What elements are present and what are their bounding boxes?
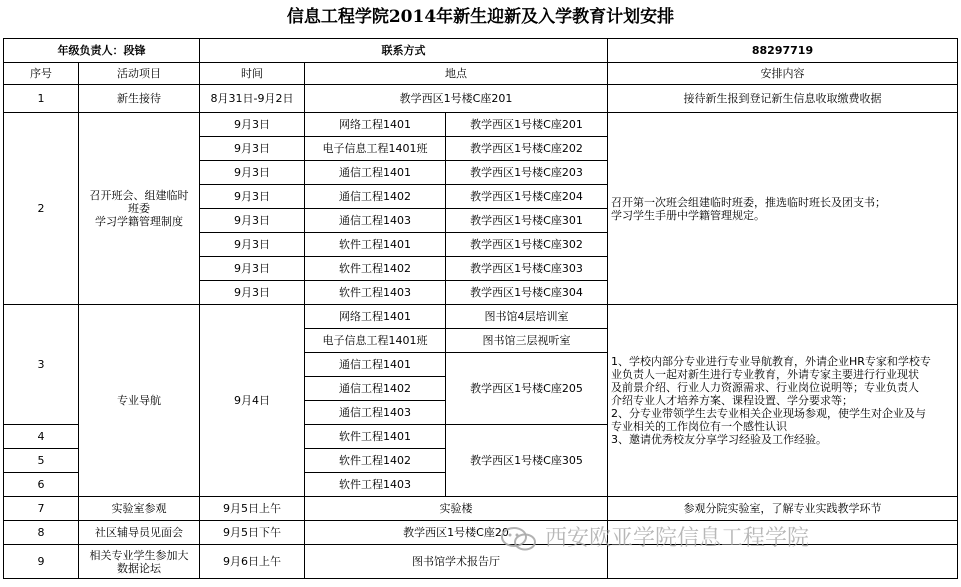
activity-line: 学习学籍管理制度: [95, 215, 183, 228]
content-cell: 接待新生报到登记新生信息收取缴费收据: [608, 85, 958, 113]
class-cell: 软件工程1403: [305, 281, 446, 305]
info-row: [4, 39, 958, 63]
row-no: 5: [4, 449, 79, 473]
row-no: 8: [4, 521, 79, 545]
time-cell: 9月3日: [200, 209, 305, 233]
class-cell: 软件工程1403: [305, 473, 446, 497]
table-row: [4, 497, 958, 521]
content-line: 1、学校内部分专业进行专业导航教育，外请企业HR专家和学校专: [611, 355, 931, 368]
room-cell: 教学西区1号楼C座303: [446, 257, 608, 281]
room-cell: 教学西区1号楼C座301: [446, 209, 608, 233]
header-place: 地点: [305, 63, 608, 85]
activity-cell: [79, 545, 200, 579]
table-row: [4, 85, 958, 113]
activity-cell: [79, 113, 200, 305]
place-cell: 教学西区1号楼C座20: [305, 521, 608, 545]
class-cell: 通信工程1401: [305, 353, 446, 377]
wechat-bubble-icon: [500, 526, 538, 552]
class-cell: 软件工程1402: [305, 449, 446, 473]
room-cell: 教学西区1号楼C座305: [446, 425, 608, 497]
room-cell: 图书馆4层培训室: [446, 305, 608, 329]
content-line: 学习学生手册中学籍管理规定。: [611, 208, 765, 222]
class-cell: 电子信息工程1401班: [305, 137, 446, 161]
place-cell: 教学西区1号楼C座201: [305, 85, 608, 113]
schedule-table: [3, 38, 958, 579]
row-no: 2: [4, 113, 79, 305]
content-line: 及前景介绍、行业人力资源需求、行业岗位说明等；专业负责人: [611, 381, 919, 394]
time-cell: 9月3日: [200, 161, 305, 185]
contact-label-cell: 联系方式: [200, 39, 608, 63]
activity-line: 班委: [128, 202, 150, 215]
row-no: 3: [4, 305, 79, 425]
time-cell: 9月3日: [200, 257, 305, 281]
content-line: 召开第一次班会组建临时班委，推选临时班长及团支书；: [611, 195, 886, 209]
header-content: 安排内容: [608, 63, 958, 85]
time-cell: 9月3日: [200, 233, 305, 257]
activity-cell: 专业导航: [79, 305, 200, 497]
header-row: [4, 63, 958, 85]
row-no: 7: [4, 497, 79, 521]
activity-line: 相关专业学生参加大: [89, 548, 189, 562]
header-activity: 活动项目: [79, 63, 200, 85]
row-no: 6: [4, 473, 79, 497]
class-cell: 网络工程1401: [305, 113, 446, 137]
table-row: [4, 545, 958, 579]
time-cell: 9月4日: [200, 305, 305, 497]
content-line: 2、分专业带领学生去专业相关企业现场参观，使学生对企业及与: [611, 407, 926, 420]
time-cell: 9月6日上午: [200, 545, 305, 579]
class-cell: 软件工程1401: [305, 425, 446, 449]
place-cell: 图书馆学术报告厅: [305, 545, 608, 579]
content-line: 3、邀请优秀校友分享学习经验及工作经验。: [611, 433, 827, 446]
content-line: 介绍专业人才培养方案、课程设置、学分要求等；: [611, 394, 853, 407]
table-row: [4, 113, 958, 137]
phone-cell: 88297719: [608, 39, 958, 63]
row-no: 4: [4, 425, 79, 449]
time-cell: 9月3日: [200, 185, 305, 209]
class-cell: 软件工程1401: [305, 233, 446, 257]
class-cell: 通信工程1403: [305, 401, 446, 425]
room-cell: 教学西区1号楼C座203: [446, 161, 608, 185]
row-no: 9: [4, 545, 79, 579]
row-no: 1: [4, 85, 79, 113]
activity-cell: 实验室参观: [79, 497, 200, 521]
table-row: [4, 305, 958, 329]
room-cell: 图书馆三层视听室: [446, 329, 608, 353]
activity-line: 召开班会、组建临时: [89, 189, 189, 202]
time-cell: 9月3日: [200, 113, 305, 137]
room-cell: 教学西区1号楼C座302: [446, 233, 608, 257]
table-row: [4, 521, 958, 545]
content-line: 业负责人一起对新生进行专业教育，外请专家主要进行行业现状: [611, 368, 919, 381]
watermark: [500, 524, 809, 554]
page-title: 信息工程学院2014年新生迎新及入学教育计划安排: [286, 7, 675, 27]
room-cell: 教学西区1号楼C座205: [446, 353, 608, 425]
time-cell: 8月31日-9月2日: [200, 85, 305, 113]
content-cell: 参观分院实验室，了解专业实践教学环节: [608, 497, 958, 521]
class-cell: 电子信息工程1401班: [305, 329, 446, 353]
room-cell: 教学西区1号楼C座304: [446, 281, 608, 305]
leader-cell: 年级负责人：段锋: [4, 39, 200, 63]
header-time: 时间: [200, 63, 305, 85]
place-cell: 实验楼: [305, 497, 608, 521]
class-cell: 网络工程1401: [305, 305, 446, 329]
activity-cell: 社区辅导员见面会: [79, 521, 200, 545]
content-cell: [608, 305, 958, 497]
content-cell: [608, 113, 958, 305]
time-cell: 9月3日: [200, 281, 305, 305]
time-cell: 9月5日上午: [200, 497, 305, 521]
watermark-text: 西安欧亚学院信息工程学院: [545, 526, 810, 551]
class-cell: 通信工程1403: [305, 209, 446, 233]
time-cell: 9月5日下午: [200, 521, 305, 545]
room-cell: 教学西区1号楼C座201: [446, 113, 608, 137]
class-cell: 通信工程1402: [305, 185, 446, 209]
activity-line: 数据论坛: [117, 561, 161, 575]
class-cell: 软件工程1402: [305, 257, 446, 281]
class-cell: 通信工程1402: [305, 377, 446, 401]
content-line: 专业相关的工作岗位有一个感性认识: [611, 420, 787, 433]
time-cell: 9月3日: [200, 137, 305, 161]
header-no: 序号: [4, 63, 79, 85]
room-cell: 教学西区1号楼C座202: [446, 137, 608, 161]
room-cell: 教学西区1号楼C座204: [446, 185, 608, 209]
class-cell: 通信工程1401: [305, 161, 446, 185]
activity-cell: 新生接待: [79, 85, 200, 113]
